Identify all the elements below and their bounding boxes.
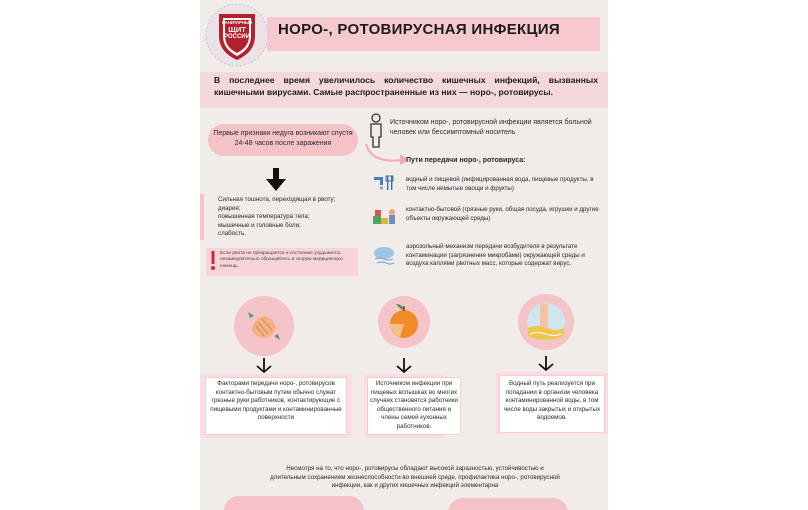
first-signs-text: Первые признаки недуга возникают спустя 24-48 часов после заражения: [213, 130, 353, 147]
symptom-item: Сильная тошнота, переходящая в рвоту;: [218, 196, 336, 203]
orange-icon: [384, 300, 424, 342]
warning-text: Если рвота не прекращается и состояние ухудшается, незамедлительно обращайтесь в скорую медицинскую помощь.: [220, 251, 343, 269]
logo-text: [216, 20, 258, 41]
symptom-item: повышенная температура тела;: [218, 213, 310, 220]
card-text: Источником инфекции при пищевых вспышках во многих случаях становятся работники общественного питания и члены семей кухонных работников.: [370, 380, 458, 430]
logo-line-2: ЩИТ: [228, 25, 246, 34]
arrow-down-icon: [254, 358, 274, 374]
curved-arrow-icon: [362, 140, 412, 170]
hands-washing-icon: [244, 306, 284, 346]
arrow-down-icon: [394, 358, 414, 374]
footer-blob: [224, 496, 364, 510]
exclamation-icon: [209, 251, 217, 271]
logo-line-3: РОССИИ: [224, 34, 250, 40]
route-text: контактно-бытовой (грязные руки, общая посуда, игрушки и другие объекты окружающей среды): [406, 206, 599, 222]
route-text: водный и пищевой (инфицированная вода, пищевые продукты, в том числе немытые овощи и фрукты): [406, 176, 594, 192]
footer-blob: [448, 498, 568, 510]
faucet-cutlery-icon: [372, 174, 396, 192]
intro-text: В последнее время увеличилось количество кишечных инфекций, вызванных кишечными вирусами. Самые распространенные из них — норо-, ротовирусы.: [214, 75, 598, 97]
symptom-item: слабость.: [218, 230, 247, 237]
arrow-down-icon: [536, 356, 556, 372]
footer-text: Несмотря на то, что норо-, ротовирусы обладают высокой заразностью, устойчивостью и длительным сохранением жизнеспособности во внешней среде, профилактика норо-, ротовирусной инфекции, как и других кишечных инфекций элементарна: [270, 465, 560, 489]
symptoms-accent: [200, 194, 204, 240]
symptom-item: диарея;: [218, 204, 241, 212]
symptom-item: мышечные и головные боли;: [218, 221, 301, 229]
toys-icon: [372, 206, 398, 226]
route-text: аэрозольный механизм передачи возбудителя в результате контаминации (загрязнение микробами) окружающей среды и воздуха каплями рвотных масс, которые содержат вирус.: [406, 243, 585, 267]
water-feet-icon: [524, 298, 568, 346]
page-title: НОРО-, РОТОВИРУСНАЯ ИНФЕКЦИЯ: [278, 21, 560, 38]
symptoms-list: [218, 196, 368, 239]
routes-title: Пути передачи норо-, ротовируса:: [406, 157, 526, 164]
card-text: Факторами передачи норо-, ротовирусов контактно-бытовым путем обычно служат грязные руки работников, контактирующие с пищевыми продуктами и контаминированные поверхности: [210, 380, 342, 421]
cloud-icon: [372, 244, 396, 266]
logo-line-1: САНИТАРНЫЙ: [221, 20, 253, 25]
source-text: Источником норо-, ротовирусной инфекции является больной человек или бессимптомный носитель: [390, 119, 592, 136]
arrow-down-icon: [266, 168, 286, 192]
infographic-poster: [200, 0, 608, 510]
card-text: Водный путь реализуется при попадании в организм человека контаминированной воды, в том числе воды закрытых и открытых водоемов.: [503, 380, 601, 421]
